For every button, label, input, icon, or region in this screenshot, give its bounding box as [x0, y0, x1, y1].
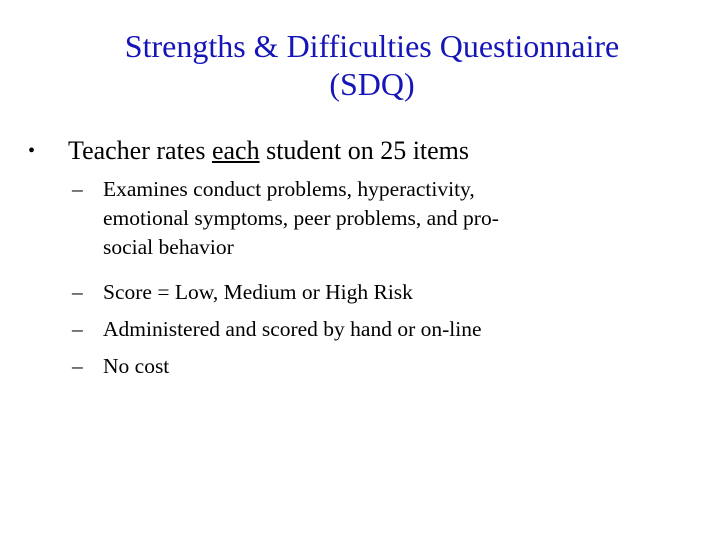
title-line-1: Strengths & Difficulties Questionnaire — [124, 28, 620, 64]
sub-item-text — [103, 315, 482, 344]
sub-item-line: Administered and scored by hand or on-line — [103, 317, 482, 341]
sub-item-text — [103, 352, 169, 381]
sub-item-dash: – — [72, 280, 83, 304]
sub-item-dash: – — [72, 354, 83, 378]
sub-item-line: No cost — [103, 354, 170, 378]
sub-item-text — [103, 175, 499, 262]
bullet-text-after: student on 25 items — [259, 136, 470, 165]
sub-item-dash: – — [72, 177, 83, 201]
bullet-marker: • — [28, 140, 36, 162]
sub-item-line: Score = Low, Medium or High Risk — [103, 280, 413, 304]
sub-item-text — [103, 278, 413, 307]
sub-item-line: Examines conduct problems, hyperactivity, — [103, 177, 475, 201]
sub-item-line: emotional symptoms, peer problems, and pro- — [103, 206, 499, 230]
bullet-text-before: Teacher rates — [68, 136, 212, 165]
bullet-text-underlined: each — [211, 136, 260, 165]
bullet-teacher-rates — [28, 135, 469, 167]
title-line-2: (SDQ) — [329, 66, 415, 102]
sub-item-line: social behavior — [103, 235, 234, 259]
sub-item-dash: – — [72, 317, 83, 341]
